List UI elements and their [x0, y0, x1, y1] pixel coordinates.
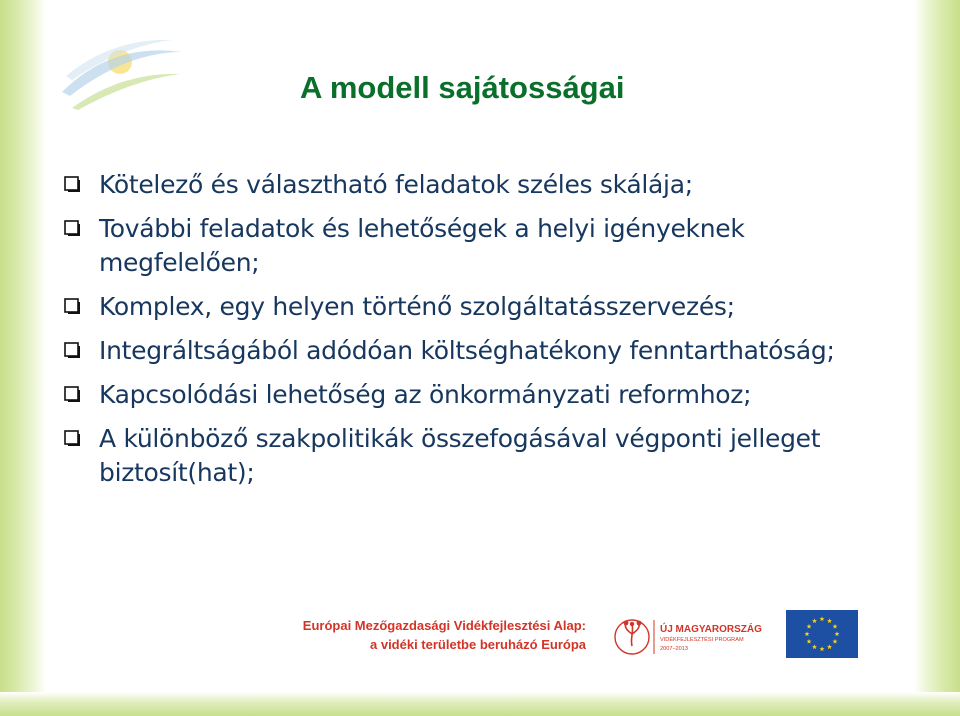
list-item: [62, 168, 902, 202]
program-title: ÚJ MAGYARORSZÁG: [660, 624, 762, 635]
sun-logo-icon: [52, 32, 192, 112]
checkbox-bullet-icon: [64, 220, 80, 236]
list-item: [62, 290, 902, 324]
bullet-text: Komplex, egy helyen történő szolgáltatásszervezés;: [99, 292, 735, 321]
bullet-list: [62, 168, 902, 500]
eafrd-caption: [296, 616, 586, 654]
bullet-text: A különböző szakpolitikák összefogásával végponti jelleget biztosít(hat);: [99, 424, 821, 487]
frame-bottom: [0, 692, 960, 716]
list-item: [62, 378, 902, 412]
uj-magyarorszag-logo: [612, 612, 762, 662]
eu-flag-icon: [786, 610, 858, 658]
eafrd-caption-line2: a vidéki területbe beruházó Európa: [370, 637, 586, 652]
bullet-text: Kapcsolódási lehetőség az önkormányzati reformhoz;: [99, 380, 752, 409]
frame-left: [0, 0, 46, 716]
checkbox-bullet-icon: [64, 342, 80, 358]
list-item: [62, 212, 902, 280]
program-subtitle: VIDÉKFEJLESZTÉSI PROGRAM: [660, 637, 744, 643]
program-years: 2007–2013: [660, 646, 688, 652]
list-item: [62, 422, 902, 490]
bullet-text: Kötelező és választható feladatok széles skálája;: [99, 170, 693, 199]
bullet-text: Integráltságából adódóan költséghatékony fenntarthatóság;: [99, 336, 835, 365]
checkbox-bullet-icon: [64, 386, 80, 402]
frame-right: [914, 0, 960, 716]
slide-title: A modell sajátosságai: [300, 70, 625, 105]
checkbox-bullet-icon: [64, 430, 80, 446]
eafrd-caption-line1: Európai Mezőgazdasági Vidékfejlesztési Alap:: [302, 618, 586, 633]
bullet-text: További feladatok és lehetőségek a helyi igényeknek megfelelően;: [99, 214, 745, 277]
checkbox-bullet-icon: [64, 298, 80, 314]
checkbox-bullet-icon: [64, 176, 80, 192]
list-item: [62, 334, 902, 368]
